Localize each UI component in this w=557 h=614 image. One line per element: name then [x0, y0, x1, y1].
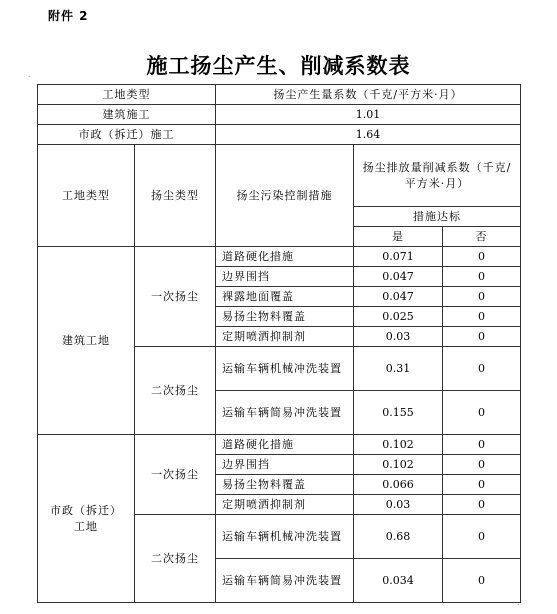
- reduction-no-cell: 0: [443, 247, 521, 267]
- measure-cell: 道路硬化措施: [216, 247, 354, 267]
- reduction-no-cell: 0: [443, 267, 521, 287]
- reduction-yes-cell: 0.102: [354, 455, 443, 475]
- reduction-yes-cell: 0.025: [354, 307, 443, 327]
- measure-cell: 道路硬化措施: [216, 435, 354, 455]
- header-control-measure: 扬尘污染控制措施: [216, 145, 354, 247]
- reduction-yes-cell: 0.066: [354, 475, 443, 495]
- reduction-no-cell: 0: [443, 287, 521, 307]
- header-site-type: 工地类型: [38, 145, 135, 247]
- generation-value: 1.01: [216, 105, 521, 125]
- margin-mark: .: [517, 598, 520, 607]
- site-type-cell: 建筑工地: [38, 247, 135, 435]
- reduction-no-cell: 0: [443, 347, 521, 391]
- generation-type: 市政（拆迁）施工: [38, 125, 216, 145]
- reduction-yes-cell: 0.68: [354, 515, 443, 559]
- reduction-section: [38, 247, 521, 603]
- reduction-no-cell: 0: [443, 559, 521, 603]
- dust-type-cell: 一次扬尘: [135, 435, 216, 515]
- reduction-yes-cell: 0.047: [354, 287, 443, 307]
- header-dust-type: 扬尘类型: [135, 145, 216, 247]
- header-generation-coef: 扬尘产生量系数（千克/平方米·月）: [216, 85, 521, 105]
- table-row: [38, 125, 521, 145]
- table-row: [38, 145, 521, 207]
- measure-cell: 运输车辆简易冲洗装置: [216, 391, 354, 435]
- reduction-yes-cell: 0.071: [354, 247, 443, 267]
- measure-cell: 定期喷洒抑制剂: [216, 327, 354, 347]
- table-row: [38, 435, 521, 455]
- reduction-no-cell: 0: [443, 455, 521, 475]
- table-row: [38, 247, 521, 267]
- reduction-yes-cell: 0.31: [354, 347, 443, 391]
- header-no: 否: [443, 227, 521, 247]
- reduction-yes-cell: 0.03: [354, 327, 443, 347]
- measure-cell: 边界围挡: [216, 267, 354, 287]
- header-site-type: 工地类型: [38, 85, 216, 105]
- attachment-label: 附件 2: [48, 9, 89, 23]
- reduction-no-cell: 0: [443, 495, 521, 515]
- page-title: 施工扬尘产生、削减系数表: [146, 53, 411, 78]
- generation-value: 1.64: [216, 125, 521, 145]
- site-type-cell: 市政（拆迁）工地: [38, 435, 135, 603]
- measure-cell: 裸露地面覆盖: [216, 287, 354, 307]
- header-yes: 是: [354, 227, 443, 247]
- reduction-no-cell: 0: [443, 327, 521, 347]
- reduction-no-cell: 0: [443, 435, 521, 455]
- reduction-no-cell: 0: [443, 307, 521, 327]
- dust-coefficient-table: [37, 84, 521, 603]
- table-row: [38, 105, 521, 125]
- reduction-no-cell: 0: [443, 475, 521, 495]
- measure-cell: 易扬尘物料覆盖: [216, 307, 354, 327]
- measure-cell: 易扬尘物料覆盖: [216, 475, 354, 495]
- measure-cell: 边界围挡: [216, 455, 354, 475]
- measure-cell: 运输车辆机械冲洗装置: [216, 347, 354, 391]
- measure-cell: 运输车辆简易冲洗装置: [216, 559, 354, 603]
- reduction-yes-cell: 0.03: [354, 495, 443, 515]
- margin-mark: .: [28, 70, 31, 79]
- reduction-yes-cell: 0.155: [354, 391, 443, 435]
- measure-cell: 运输车辆机械冲洗装置: [216, 515, 354, 559]
- generation-section: [38, 85, 521, 247]
- reduction-yes-cell: 0.102: [354, 435, 443, 455]
- table-row: [38, 85, 521, 105]
- reduction-no-cell: 0: [443, 515, 521, 559]
- header-compliance: 措施达标: [354, 207, 521, 227]
- dust-type-cell: 一次扬尘: [135, 247, 216, 347]
- dust-type-cell: 二次扬尘: [135, 515, 216, 603]
- measure-cell: 定期喷洒抑制剂: [216, 495, 354, 515]
- header-reduction-coef: 扬尘排放量削减系数（千克/平方米·月）: [354, 145, 521, 207]
- reduction-yes-cell: 0.034: [354, 559, 443, 603]
- reduction-yes-cell: 0.047: [354, 267, 443, 287]
- reduction-no-cell: 0: [443, 391, 521, 435]
- dust-type-cell: 二次扬尘: [135, 347, 216, 435]
- generation-type: 建筑施工: [38, 105, 216, 125]
